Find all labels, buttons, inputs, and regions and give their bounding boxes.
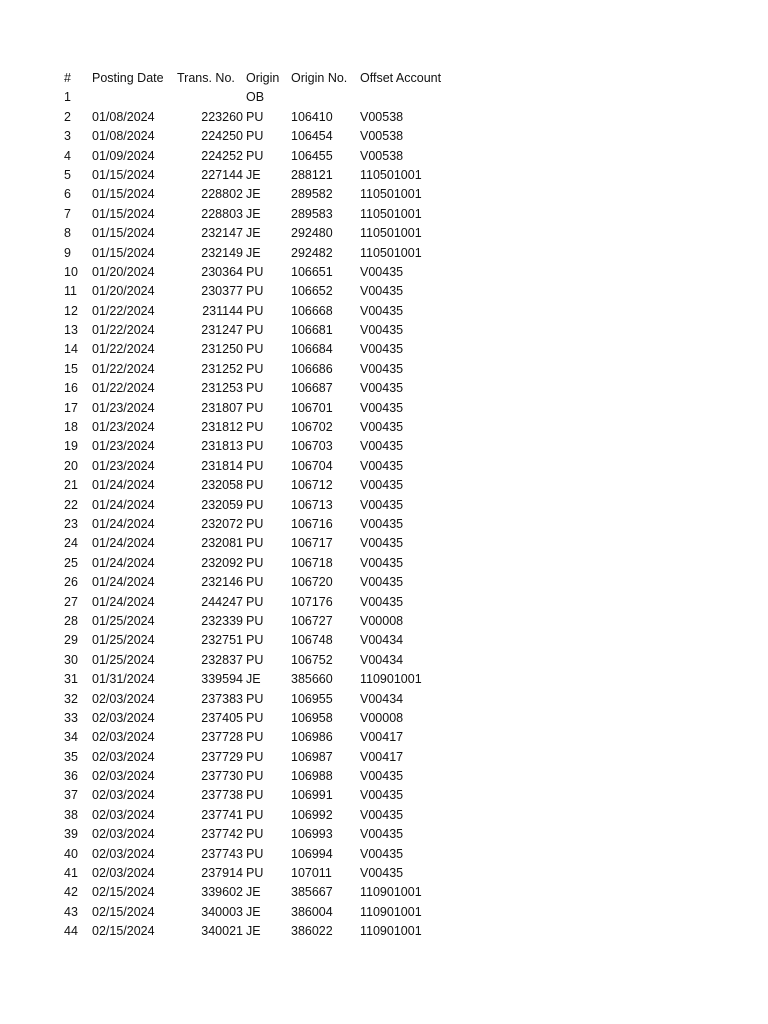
- cell-num: 11: [64, 284, 77, 299]
- cell-offset-account: V00435: [360, 788, 404, 803]
- cell-origin-no: 106717: [291, 536, 333, 551]
- cell-posting-date: 02/03/2024: [92, 846, 155, 861]
- cell-posting-date: 01/20/2024: [92, 284, 155, 299]
- header-posting-date: Posting Date: [92, 71, 164, 85]
- cell-trans-no: 237742: [201, 827, 243, 842]
- cell-trans-no: 231814: [201, 458, 243, 473]
- cell-origin-no: 106720: [291, 575, 333, 590]
- cell-trans-no: 231812: [201, 420, 243, 435]
- cell-origin: PU: [246, 866, 264, 881]
- cell-origin-no: 106701: [291, 400, 333, 415]
- cell-num: 12: [64, 303, 78, 318]
- cell-origin: PU: [246, 284, 264, 299]
- cell-origin: PU: [246, 769, 264, 784]
- cell-origin: OB: [246, 90, 265, 105]
- cell-origin-no: 106687: [291, 381, 333, 396]
- cell-origin-no: 106994: [291, 846, 333, 861]
- cell-origin-no: 106991: [291, 788, 333, 803]
- cell-origin: PU: [246, 264, 264, 279]
- cell-trans-no: 232149: [201, 245, 243, 260]
- cell-origin-no: 386022: [291, 924, 333, 939]
- cell-num: 22: [64, 497, 78, 512]
- cell-origin: PU: [246, 342, 264, 357]
- cell-posting-date: 02/03/2024: [92, 769, 155, 784]
- cell-origin: PU: [246, 129, 264, 144]
- cell-origin-no: 106668: [291, 303, 333, 318]
- cell-num: 24: [64, 536, 78, 551]
- cell-posting-date: 02/15/2024: [92, 885, 155, 900]
- cell-origin-no: 385660: [291, 672, 333, 687]
- cell-origin: PU: [246, 613, 264, 628]
- cell-offset-account: 110501001: [360, 167, 422, 182]
- cell-origin-no: 288121: [291, 167, 333, 182]
- cell-num: 3: [64, 129, 71, 144]
- cell-posting-date: 01/15/2024: [92, 167, 155, 182]
- cell-origin-no: 106958: [291, 710, 333, 725]
- cell-origin-no: 106454: [291, 129, 333, 144]
- cell-num: 27: [64, 594, 78, 609]
- cell-trans-no: 237729: [201, 749, 243, 764]
- cell-trans-no: 228803: [201, 206, 243, 221]
- cell-offset-account: 110901001: [360, 904, 422, 919]
- cell-posting-date: 01/09/2024: [92, 148, 155, 163]
- cell-origin: JE: [246, 924, 261, 939]
- cell-origin: PU: [246, 749, 264, 764]
- cell-posting-date: 01/24/2024: [92, 575, 155, 590]
- cell-num: 9: [64, 245, 71, 260]
- cell-posting-date: 02/03/2024: [92, 866, 155, 881]
- cell-origin-no: 106988: [291, 769, 333, 784]
- cell-num: 23: [64, 516, 78, 531]
- cell-origin: PU: [246, 575, 264, 590]
- cell-posting-date: 01/08/2024: [92, 109, 155, 124]
- cell-trans-no: 232146: [201, 575, 243, 590]
- cell-posting-date: 01/23/2024: [92, 458, 155, 473]
- cell-offset-account: V00435: [360, 536, 404, 551]
- cell-origin: PU: [246, 516, 264, 531]
- cell-offset-account: V00435: [360, 497, 404, 512]
- cell-num: 28: [64, 613, 78, 628]
- cell-origin: PU: [246, 788, 264, 803]
- cell-num: 42: [64, 885, 78, 900]
- cell-trans-no: 237405: [201, 710, 243, 725]
- cell-posting-date: 01/15/2024: [92, 226, 155, 241]
- cell-offset-account: V00435: [360, 342, 404, 357]
- cell-origin-no: 386004: [291, 904, 333, 919]
- cell-trans-no: 237730: [201, 769, 243, 784]
- cell-num: 14: [64, 342, 78, 357]
- cell-offset-account: V00008: [360, 613, 404, 628]
- cell-num: 19: [64, 439, 78, 454]
- cell-origin: PU: [246, 846, 264, 861]
- cell-num: 4: [64, 148, 71, 163]
- cell-posting-date: 01/24/2024: [92, 594, 155, 609]
- cell-offset-account: V00434: [360, 633, 404, 648]
- cell-origin: PU: [246, 555, 264, 570]
- cell-trans-no: 232751: [201, 633, 243, 648]
- cell-offset-account: V00435: [360, 323, 404, 338]
- cell-posting-date: 02/03/2024: [92, 788, 155, 803]
- cell-trans-no: 237741: [201, 807, 243, 822]
- cell-origin: PU: [246, 497, 264, 512]
- cell-origin: PU: [246, 323, 264, 338]
- cell-num: 41: [64, 866, 78, 881]
- cell-offset-account: V00434: [360, 652, 404, 667]
- cell-origin: PU: [246, 730, 264, 745]
- cell-offset-account: 110901001: [360, 885, 422, 900]
- cell-offset-account: V00435: [360, 594, 404, 609]
- cell-trans-no: 224252: [201, 148, 243, 163]
- cell-origin-no: 106713: [291, 497, 333, 512]
- cell-offset-account: V00435: [360, 555, 404, 570]
- cell-num: 8: [64, 226, 71, 241]
- cell-posting-date: 01/24/2024: [92, 497, 155, 512]
- cell-offset-account: V00435: [360, 866, 404, 881]
- cell-offset-account: V00435: [360, 807, 404, 822]
- cell-offset-account: V00435: [360, 303, 404, 318]
- header-origin: Origin: [246, 71, 280, 85]
- cell-offset-account: V00435: [360, 478, 404, 493]
- cell-origin-no: 106702: [291, 420, 333, 435]
- cell-num: 18: [64, 420, 78, 435]
- cell-origin: PU: [246, 420, 264, 435]
- cell-posting-date: 01/24/2024: [92, 516, 155, 531]
- cell-num: 20: [64, 458, 78, 473]
- cell-offset-account: V00538: [360, 129, 404, 144]
- cell-origin: PU: [246, 691, 264, 706]
- cell-trans-no: 232147: [201, 226, 243, 241]
- cell-origin-no: 385667: [291, 885, 333, 900]
- cell-posting-date: 02/03/2024: [92, 710, 155, 725]
- cell-origin: PU: [246, 458, 264, 473]
- cell-posting-date: 01/22/2024: [92, 381, 155, 396]
- cell-trans-no: 232059: [201, 497, 243, 512]
- cell-origin: PU: [246, 807, 264, 822]
- cell-origin: PU: [246, 633, 264, 648]
- cell-posting-date: 01/08/2024: [92, 129, 155, 144]
- cell-origin-no: 106986: [291, 730, 333, 745]
- cell-origin-no: 106455: [291, 148, 333, 163]
- cell-origin-no: 106748: [291, 633, 333, 648]
- cell-num: 37: [64, 788, 78, 803]
- cell-trans-no: 231144: [202, 303, 243, 318]
- cell-trans-no: 231813: [201, 439, 243, 454]
- cell-num: 15: [64, 361, 78, 376]
- cell-num: 34: [64, 730, 78, 745]
- cell-posting-date: 01/23/2024: [92, 400, 155, 415]
- cell-posting-date: 02/03/2024: [92, 730, 155, 745]
- cell-origin: JE: [246, 904, 261, 919]
- cell-offset-account: V00435: [360, 420, 404, 435]
- cell-trans-no: 231252: [201, 361, 243, 376]
- cell-posting-date: 01/22/2024: [92, 323, 155, 338]
- cell-trans-no: 231807: [201, 400, 243, 415]
- cell-trans-no: 232058: [201, 478, 243, 493]
- cell-posting-date: 01/23/2024: [92, 439, 155, 454]
- cell-origin-no: 106712: [291, 478, 333, 493]
- cell-offset-account: V00435: [360, 284, 404, 299]
- cell-posting-date: 01/24/2024: [92, 536, 155, 551]
- cell-origin: PU: [246, 594, 264, 609]
- cell-posting-date: 02/03/2024: [92, 807, 155, 822]
- cell-origin-no: 289583: [291, 206, 333, 221]
- cell-posting-date: 01/31/2024: [92, 672, 155, 687]
- cell-num: 36: [64, 769, 78, 784]
- cell-origin: PU: [246, 710, 264, 725]
- cell-trans-no: 228802: [201, 187, 243, 202]
- cell-offset-account: V00435: [360, 769, 404, 784]
- cell-posting-date: 01/22/2024: [92, 303, 155, 318]
- cell-origin-no: 106651: [291, 264, 333, 279]
- cell-posting-date: 01/25/2024: [92, 613, 155, 628]
- cell-origin-no: 106993: [291, 827, 333, 842]
- cell-trans-no: 339602: [201, 885, 243, 900]
- cell-origin-no: 106703: [291, 439, 333, 454]
- cell-offset-account: V00435: [360, 439, 404, 454]
- cell-trans-no: 340003: [201, 904, 243, 919]
- header-origin-no: Origin No.: [291, 71, 348, 85]
- cell-offset-account: V00435: [360, 400, 404, 415]
- cell-origin-no: 106681: [291, 323, 333, 338]
- cell-origin: PU: [246, 478, 264, 493]
- cell-num: 13: [64, 323, 78, 338]
- cell-trans-no: 232081: [201, 536, 243, 551]
- cell-offset-account: V00538: [360, 148, 404, 163]
- cell-posting-date: 01/23/2024: [92, 420, 155, 435]
- cell-num: 31: [64, 672, 78, 687]
- cell-origin-no: 106752: [291, 652, 333, 667]
- cell-origin: PU: [246, 439, 264, 454]
- cell-origin-no: 106987: [291, 749, 333, 764]
- cell-num: 26: [64, 575, 78, 590]
- cell-offset-account: V00435: [360, 846, 404, 861]
- cell-origin: PU: [246, 400, 264, 415]
- cell-offset-account: 110501001: [360, 226, 422, 241]
- cell-origin-no: 106716: [291, 516, 333, 531]
- cell-origin-no: 106727: [291, 613, 333, 628]
- cell-num: 32: [64, 691, 78, 706]
- cell-trans-no: 230377: [201, 284, 243, 299]
- cell-origin: JE: [246, 885, 261, 900]
- cell-trans-no: 231247: [201, 323, 243, 338]
- cell-origin: JE: [246, 226, 261, 241]
- cell-num: 7: [64, 206, 71, 221]
- cell-posting-date: 01/24/2024: [92, 478, 155, 493]
- cell-posting-date: 01/22/2024: [92, 361, 155, 376]
- cell-trans-no: 227144: [201, 167, 243, 182]
- cell-trans-no: 244247: [201, 594, 243, 609]
- cell-origin-no: 292480: [291, 226, 333, 241]
- cell-origin: PU: [246, 361, 264, 376]
- cell-num: 16: [64, 381, 78, 396]
- cell-num: 25: [64, 555, 78, 570]
- cell-trans-no: 237383: [201, 691, 243, 706]
- cell-origin-no: 292482: [291, 245, 333, 260]
- cell-origin: PU: [246, 827, 264, 842]
- cell-trans-no: 232339: [201, 613, 243, 628]
- cell-offset-account: V00538: [360, 109, 404, 124]
- cell-origin-no: 106686: [291, 361, 333, 376]
- cell-trans-no: 230364: [201, 264, 243, 279]
- cell-trans-no: 340021: [201, 924, 243, 939]
- cell-origin-no: 106410: [291, 109, 333, 124]
- cell-num: 17: [64, 400, 78, 415]
- cell-trans-no: 237728: [201, 730, 243, 745]
- cell-offset-account: V00434: [360, 691, 404, 706]
- cell-trans-no: 232072: [201, 516, 243, 531]
- cell-offset-account: 110501001: [360, 187, 422, 202]
- cell-origin: PU: [246, 148, 264, 163]
- cell-origin: PU: [246, 536, 264, 551]
- cell-offset-account: 110901001: [360, 924, 422, 939]
- cell-num: 39: [64, 827, 78, 842]
- cell-posting-date: 02/03/2024: [92, 691, 155, 706]
- cell-num: 38: [64, 807, 78, 822]
- cell-offset-account: V00435: [360, 361, 404, 376]
- cell-offset-account: V00435: [360, 264, 404, 279]
- cell-origin: JE: [246, 672, 261, 687]
- header-trans-no: Trans. No.: [177, 71, 235, 85]
- cell-origin: PU: [246, 109, 264, 124]
- cell-num: 44: [64, 924, 78, 939]
- cell-posting-date: 01/25/2024: [92, 652, 155, 667]
- cell-trans-no: 232837: [201, 652, 243, 667]
- cell-num: 35: [64, 749, 78, 764]
- cell-offset-account: V00435: [360, 381, 404, 396]
- cell-trans-no: 231250: [201, 342, 243, 357]
- cell-num: 1: [64, 90, 71, 105]
- cell-trans-no: 223260: [201, 109, 243, 124]
- cell-trans-no: 339594: [201, 672, 243, 687]
- cell-posting-date: 01/15/2024: [92, 187, 155, 202]
- cell-offset-account: 110901001: [360, 672, 422, 687]
- cell-trans-no: 231253: [201, 381, 243, 396]
- cell-posting-date: 02/15/2024: [92, 904, 155, 919]
- cell-origin: PU: [246, 652, 264, 667]
- cell-posting-date: 01/22/2024: [92, 342, 155, 357]
- cell-trans-no: 224250: [201, 129, 243, 144]
- cell-origin-no: 106992: [291, 807, 333, 822]
- cell-origin: JE: [246, 206, 261, 221]
- cell-num: 5: [64, 167, 71, 182]
- cell-origin-no: 106955: [291, 691, 333, 706]
- cell-origin-no: 106704: [291, 458, 333, 473]
- cell-origin-no: 106684: [291, 342, 333, 357]
- cell-trans-no: 237914: [201, 866, 243, 881]
- cell-origin-no: 107176: [291, 594, 333, 609]
- cell-offset-account: V00435: [360, 516, 404, 531]
- cell-num: 6: [64, 187, 71, 202]
- cell-trans-no: 232092: [201, 555, 243, 570]
- cell-num: 43: [64, 904, 78, 919]
- cell-posting-date: 02/03/2024: [92, 827, 155, 842]
- cell-offset-account: V00417: [360, 730, 404, 745]
- cell-posting-date: 02/03/2024: [92, 749, 155, 764]
- cell-offset-account: V00435: [360, 575, 404, 590]
- cell-offset-account: 110501001: [360, 206, 422, 221]
- cell-posting-date: 01/24/2024: [92, 555, 155, 570]
- cell-origin: JE: [246, 187, 261, 202]
- cell-posting-date: 01/20/2024: [92, 264, 155, 279]
- cell-num: 10: [64, 264, 78, 279]
- cell-offset-account: V00417: [360, 749, 404, 764]
- cell-offset-account: V00008: [360, 710, 404, 725]
- cell-posting-date: 01/25/2024: [92, 633, 155, 648]
- cell-trans-no: 237743: [201, 846, 243, 861]
- cell-origin: JE: [246, 245, 261, 260]
- cell-posting-date: 02/15/2024: [92, 924, 155, 939]
- cell-offset-account: 110501001: [360, 245, 422, 260]
- cell-posting-date: 01/15/2024: [92, 245, 155, 260]
- cell-num: 33: [64, 710, 78, 725]
- header-num: #: [64, 71, 71, 85]
- cell-num: 2: [64, 109, 71, 124]
- cell-origin-no: 289582: [291, 187, 333, 202]
- cell-origin-no: 106652: [291, 284, 333, 299]
- cell-posting-date: 01/15/2024: [92, 206, 155, 221]
- cell-origin: JE: [246, 167, 261, 182]
- cell-offset-account: V00435: [360, 458, 404, 473]
- cell-origin-no: 107011: [291, 866, 332, 881]
- cell-num: 30: [64, 652, 78, 667]
- cell-offset-account: V00435: [360, 827, 404, 842]
- cell-origin: PU: [246, 303, 264, 318]
- cell-num: 21: [64, 478, 78, 493]
- cell-num: 40: [64, 846, 78, 861]
- cell-origin-no: 106718: [291, 555, 333, 570]
- header-offset-account: Offset Account: [360, 71, 442, 85]
- cell-num: 29: [64, 633, 78, 648]
- cell-trans-no: 237738: [201, 788, 243, 803]
- cell-origin: PU: [246, 381, 264, 396]
